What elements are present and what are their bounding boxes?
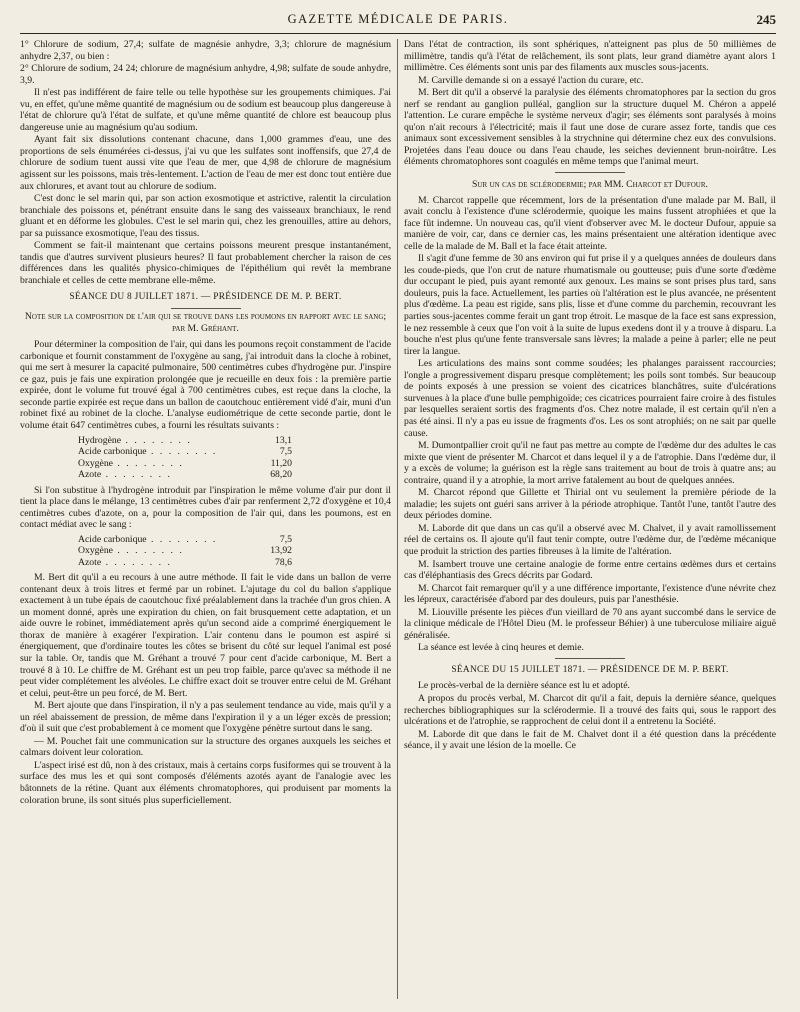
table-cell-label: Azote . . . [78,469,248,481]
paragraph: Si l'on substitue à l'hydrogène introduit par l'inspiration le même volume d'air pur dont il tient la place dans le mélange, 13 centimètres cubes d'air par renferment 2,72 d'oxygène et 10,4 centimètres cubes d'azote, on a, pour la composition de l'air qui, dans les poumons, est en contact médiat avec le sang : [20,484,391,531]
article-title: Note sur la composition de l'air qui se trouve dans les poumons en rapport avec le sang; par M. Gréhant. [24,311,387,334]
table-row [78,534,298,546]
table-cell-value: 13,1 [275,434,292,446]
table-cell-label: Acide carbonique . . . [78,534,248,546]
paragraph: M. Laborde dit que dans un cas qu'il a observé avec M. Chalvet, il y avait ramollissement réel de certains os. Il ajoute qu'il faut tenir compte, outre l'œdème dur, de l'œdème mécanique que produit la striction des parties fibreuses à la limite de l'altération. [404,522,776,557]
session-heading: SÉANCE DU 15 JUILLET 1871. — PRÉSIDENCE DE M. P. BERT. [451,664,729,675]
divider [555,658,625,659]
paragraph: 1° Chlorure de sodium, 27,4; sulfate de magnésie anhydre, 3,3; chlorure de magnésium anhydre 2,37, ou bien : [20,39,391,62]
paragraph: M. Carville demande si on a essayé l'action du curare, etc. [418,74,644,86]
table-row [78,545,298,557]
paragraph: Dans l'état de contraction, ils sont sphériques, n'atteignent pas plus de 50 millièmes de millimètre, tandis qu'à l'état de relâchement, ils sont plats, leur grand diamètre ayant alors 1 millimètre. Ces éléments sont unis par des filaments aux muscles sous-jacents. [404,39,776,74]
article-title: Sur un cas de sclérodermie; par MM. Charcot et Dufour. [472,179,708,191]
paragraph: M. Laborde dit que dans le fait de M. Chalvet dont il a été question dans la précédente séance, il y avait une lésion de la moelle. Ce [404,728,776,752]
table-row [78,458,298,470]
table-row [78,469,298,481]
table-cell-value: 13,92 [270,545,292,557]
paragraph: C'est donc le sel marin qui, par son action exosmotique et astrictive, ralentit la circulation branchiale des poissons et, pénétrant ensuite dans le sang des vaisseaux branchiaux, le rend gluant et en déforme les globules. C'est le sel marin qui, chez les grenouilles, attire au dehors, par sa puissance exosmotique, l'eau des tissus. [20,193,391,239]
session-heading: SÉANCE DU 8 JUILLET 1871. — PRÉSIDENCE DE M. P. BERT. [69,292,342,303]
paragraph: M. Bert ajoute que dans l'inspiration, il n'y a pas seulement tendance au vide, mais qu'il y a un réel abaissement de pression, de même dans l'expiration il y a un léger excès de pression; d'où il suit que c'est probablement à ce moment que l'oxygène pénètre surtout dans le sang. [20,700,391,735]
paragraph: M. Dumontpallier croit qu'il ne faut pas mettre au compte de l'œdème dur des adultes le cas mixte que vient de présenter M. Charcot et dans lequel il y a de l'atrophie. Dans l'œdème dur, il y a excès de volume; la guérison est la règle sans traitement au bout de trois à quatre ans; au contraire, quand il y a atrophie, la mort arrive fatalement au bout de quelques années. [404,440,776,486]
table-row [78,557,298,569]
paragraph: 2° Chlorure de sodium, 24 24; chlorure de magnésium anhydre, 4,98; sulfate de soude anhydre, 3,9. [20,63,391,86]
paragraph: Il s'agit d'une femme de 30 ans environ qui fut prise il y a quelques années de douleurs dans les coude-pieds, que l'on crut de nature rhumatismale ou goutteuse; puis d'une sorte d'œdème dur occupant le pied, puis ayant remonté aux genoux. Les mains se sont prises plus tard, sans douleurs, puis la face. Actuellement, les parties où l'altération est le plus avancée, ne présentent plus d'œdème. La peau est rigide, sans plis, lisse et d'une comme du parchemin, recouvrant les parties sous-jacentes comme ferait un gant trop étroit. Le masque de la face est sans expression, le nez ressemble à ceux que l'on voit à la suite de lupus exedens dont il y a trouve à disparu. La bouche n'est plus qu'une fente transversale sans lèvres; la malade a peine à parler; elle ne peut tirer la langue. [404,253,776,357]
table-cell-label: Acide carbonique . . . [78,446,248,458]
table-cell-value: 68,20 [270,469,292,480]
table-row [78,435,298,447]
paragraph: Il n'est pas indifférent de faire telle ou telle hypothèse sur les groupements chimiques. J'ai vu, en effet, qu'une même quantité de magnésium ou de sodium est beaucoup plus dangereuse à l'état de chlorure qu'à l'état de sulfate, et qu'une même quantité de chlore est beaucoup plus dangereuse unie au magnésium qu'au sodium. [20,87,391,133]
paragraph: M. Charcot rappelle que récemment, lors de la présentation d'une malade par M. Ball, il avait conclu à l'existence d'une sclérodermie, quoique les mains fussent atrophiées et que la face fût indemne. Un nouveau cas, qu'il vient d'observer avec M. le docteur Dufour, appuie sa manière de voir, car, dans ce dernier cas, les mains présentaient une altération identique avec celle de la malade de M. Ball et la face était atteinte. [404,194,776,252]
divider [171,308,241,309]
gas-analysis-table [78,435,298,481]
paragraph: L'aspect irisé est dû, non à des cristaux, mais à certains corps fusiformes qui se trouvent à la surface des mus les et qui sont composés d'éléments azotés ayant de l'analogie avec les bâtonnets de la rétine. Quant aux éléments chromatophores, qui produisent par moments la coloration brune, ils sont situés plus superficiellement. [20,759,391,806]
table-cell-value: 11,20 [270,457,292,469]
paragraph: La séance est levée à cinq heures et demie. [418,642,584,654]
air-composition-table [78,534,298,569]
table-cell-value: 7,5 [279,446,292,457]
paragraph: Ayant fait six dissolutions contenant chacune, dans 1,000 grammes d'eau, une des proportions de sels énumérées ci-dessus, j'ai vu que les sulfates sont inoffensifs, que 27,4 de chlorure de sodium tuent aussi vite que l'eau de mer, que 4,98 de chlorure de magnésium agissent sur les poissons, mais très-lentement. L'action de l'eau de mer est donc tout entière due aux chlorures, et avant tout au chlorure de sodium. [20,134,391,192]
table-cell-label: Oxygène . . . [78,458,248,470]
paragraph: Pour déterminer la composition de l'air, qui dans les poumons reçoit constamment de l'acide carbonique et fournit constamment de l'oxygène au sang, j'ai introduit dans la cloche à robinet, qui me sert à mesurer la capacité pulmonaire, 500 centimètres cubes d'hydrogène pur. J'inspire ce gaz, puis je fais une expiration prolongée que je recueille en deux fois : la première partie expirée, dont le volume fut trouvé égal à 700 centimètres cubes, est reçue dans la cloche, la seconde partie expirée est reçue dans un ballon de caoutchouc entièrement vidé d'air, muni d'un robinet fixé au robinet de la cloche. L'analyse eudiométrique de cette seconde partie, dont le volume était 647 centimètres cubes, a fourni les résultats suivants : [20,339,391,431]
journal-title: GAZETTE MÉDICALE DE PARIS. [287,12,509,26]
paragraph: Les articulations des mains sont comme soudées; les phalanges paraissent raccourcies; l'ongle a progressivement disparu presque complètement; les poils sont tombés. Sur beaucoup de points exposés à une pression se voient des cicatrices blanchâtres, suite d'ulcérations survenues à la place d'une bulle pemphigoïde; ces cicatrices pourraient faire croire à des fistules par lesquelles seraient sortis des fragments d'os. Chez notre malade, il est certain qu'il n'en a pas été ainsi. Il n'y a pas eu issue de fragments d'os. Les os sont atrophiés; on ne sait par quelle cause. [404,358,776,439]
paragraph: M. Bert dit qu'il a observé la paralysie des éléments chromatophores par la section du gros nerf se rendant au ganglion pulléal, ganglion sur la structure duquel M. Chéron a appelé l'attention. Le curare empêche le système nerveux d'agir; ses éléments sont paralysés à moins qu'on n'ait recours à l'électricité; mais il faut une dose de curare assez forte, tandis que ces animaux sont excessivement sensibles à la strychnine qui détermine chez eux des convulsions. Projetées dans l'eau douce ou dans l'eau chaude, les seiches deviennent brun-noirâtre. Les éléments chromatophores sont coagulés en même temps que l'animal meurt. [404,87,776,168]
paragraph: Comment se fait-il maintenant que certains poissons meurent presque instantanément, tandis que d'autres survivent plusieurs heures? Il faut probablement chercher la raison de ces différences dans les qualités physico-chimiques de l'épithélium qui revêt la membrane branchiale et celles de cette membrane elle-même. [20,240,391,286]
divider [555,172,625,173]
paragraph: A propos du procès verbal, M. Charcot dit qu'il a fait, depuis la dernière séance, quelques recherches bibliographiques sur la sclérodermie. Il a trouvé des faits qui, sous le rapport des ulcérations et de l'atrophie, se rapprochent de celui dont il a entretenu la Société. [404,692,776,728]
two-column-body [20,39,776,999]
table-cell-label: Oxygène . . . [78,545,248,557]
table-row [78,446,298,458]
paragraph: M. Charcot répond que Gillette et Thirial ont vu seulement la première période de la maladie; les sujets ont guéri sans arriver à la période atrophique. Tantôt l'une, tantôt l'autre des deux périodes domine. [404,487,776,522]
paragraph: — M. Pouchet fait une communication sur la structure des organes auxquels les seiches et calmars doivent leur coloration. [20,735,391,759]
paragraph: M. Charcot fait remarquer qu'il y a une différence importante, l'existence d'une névrite chez les lépreux, caractérisée d'abord par des douleurs, puis par l'anesthésie. [404,582,776,606]
page-header [20,12,776,34]
paragraph: M. Liouville présente les pièces d'un vieillard de 70 ans ayant succombé dans le service de la clinique médicale de l'Hôtel Dieu (M. le professeur Béhier) à une tuberculose miliaire aiguë généralisée. [404,606,776,641]
paragraph: M. Isambert trouve une certaine analogie de forme entre certains œdèmes durs et certains cas d'éléphantiasis des Grecs décrits par Godard. [404,558,776,582]
paragraph: Le procès-verbal de la dernière séance est lu et adopté. [418,680,630,692]
page-number: 245 [756,12,776,27]
table-cell-value: 7,5 [279,533,292,545]
table-cell-label: Azote . . . [78,557,248,569]
table-cell-label: Hydrogène . . . [78,435,248,447]
paragraph: M. Bert dit qu'il a eu recours à une autre méthode. Il fait le vide dans un ballon de verre contenant deux à trois litres et fermé par un robinet. L'ajutage du col du ballon s'applique exactement à un tube épais de caoutchouc fixé préalablement dans la trachée d'un gros chien. A un moment donné, après une expiration du chien, on fait brusquement cette adaptation, et un aide ouvre le robinet, immédiatement après qu'un second aide a comprimé énergiquement le thorax de manière à exagérer l'expiration. L'air contenu dans le poumon est aspiré si énergiquement, que d'ordinaire toutes les côtes se brisent du côté sur lequel l'animal est posé sur la table. Or, tandis que M. Gréhant a trouvé 7 pour cent d'acide carbonique, M. Bert a trouvé 8 à 10. Le chiffre de M. Gréhant est un peu trop faible, parce qu'avec sa méthode il ne peut vider complétement les alvéoles. Le chiffre exact doit se trouver entre celui de M. Gréhant et celui, peut-être un peu forcé, de M. Bert. [20,572,391,699]
left-column [20,39,398,999]
table-cell-value: 78,6 [275,556,292,568]
right-column [404,39,776,999]
